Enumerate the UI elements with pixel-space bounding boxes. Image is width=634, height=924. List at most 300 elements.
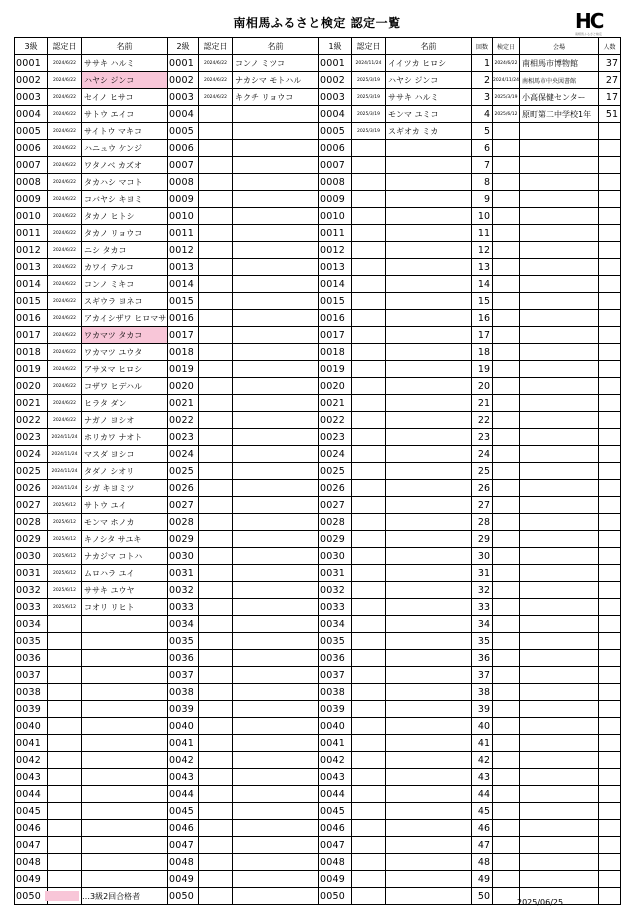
table-row bbox=[15, 310, 621, 327]
exam-date bbox=[493, 242, 520, 259]
g1-cert-date bbox=[352, 854, 386, 871]
exam-venue bbox=[520, 820, 599, 837]
g1-name bbox=[386, 531, 472, 548]
g3-cert-date bbox=[48, 769, 82, 786]
g2-cert-date bbox=[199, 531, 233, 548]
g1-cert-date bbox=[352, 820, 386, 837]
g3-number: 0004 bbox=[15, 106, 48, 123]
exam-date bbox=[493, 599, 520, 616]
exam-round: 43 bbox=[472, 769, 493, 786]
g2-cert-date bbox=[199, 633, 233, 650]
g3-cert-date: 2025/6/12 bbox=[48, 548, 82, 565]
g1-name bbox=[386, 888, 472, 905]
exam-date: 2025/3/19 bbox=[493, 89, 520, 106]
exam-count: 37 bbox=[599, 55, 621, 72]
g3-name: アサヌマ ヒロシ bbox=[82, 361, 168, 378]
g3-number: 0017 bbox=[15, 327, 48, 344]
exam-venue bbox=[520, 463, 599, 480]
exam-count bbox=[599, 684, 621, 701]
g2-number: 0009 bbox=[168, 191, 199, 208]
g1-name bbox=[386, 276, 472, 293]
exam-venue bbox=[520, 276, 599, 293]
g1-cert-date bbox=[352, 582, 386, 599]
exam-count: 17 bbox=[599, 89, 621, 106]
g3-number: 0040 bbox=[15, 718, 48, 735]
g3-number: 0014 bbox=[15, 276, 48, 293]
footer-date: 2025/06/25 bbox=[517, 898, 564, 907]
table-row bbox=[15, 701, 621, 718]
g2-name bbox=[233, 310, 319, 327]
g3-name bbox=[82, 803, 168, 820]
g1-name bbox=[386, 327, 472, 344]
table-row bbox=[15, 565, 621, 582]
g2-name bbox=[233, 548, 319, 565]
exam-venue: 小高保健センター bbox=[520, 89, 599, 106]
g1-cert-date bbox=[352, 684, 386, 701]
exam-count: 51 bbox=[599, 106, 621, 123]
g3-cert-date bbox=[48, 735, 82, 752]
table-row bbox=[15, 735, 621, 752]
g3-cert-date bbox=[48, 633, 82, 650]
g3-name: ワカマツ タカコ bbox=[82, 327, 168, 344]
g3-name: ムロハラ ユイ bbox=[82, 565, 168, 582]
g3-name: コオリ リヒト bbox=[82, 599, 168, 616]
g1-name bbox=[386, 259, 472, 276]
g2-cert-date bbox=[199, 548, 233, 565]
g3-name bbox=[82, 684, 168, 701]
exam-round: 11 bbox=[472, 225, 493, 242]
g3-cert-date: 2024/6/22 bbox=[48, 89, 82, 106]
exam-round: 30 bbox=[472, 548, 493, 565]
g3-cert-date bbox=[48, 701, 82, 718]
g1-cert-date bbox=[352, 803, 386, 820]
table-row bbox=[15, 599, 621, 616]
g3-cert-date: 2024/6/22 bbox=[48, 208, 82, 225]
exam-date bbox=[493, 854, 520, 871]
g3-name bbox=[82, 786, 168, 803]
g2-cert-date bbox=[199, 667, 233, 684]
exam-count bbox=[599, 565, 621, 582]
exam-round: 3 bbox=[472, 89, 493, 106]
g2-number: 0037 bbox=[168, 667, 199, 684]
g2-number: 0048 bbox=[168, 854, 199, 871]
g1-name bbox=[386, 480, 472, 497]
g2-name: キクチ リョウコ bbox=[233, 89, 319, 106]
exam-count bbox=[599, 276, 621, 293]
g1-name: モンマ ユミコ bbox=[386, 106, 472, 123]
exam-count bbox=[599, 837, 621, 854]
g2-name bbox=[233, 106, 319, 123]
g3-name bbox=[82, 701, 168, 718]
g3-name: タカノ リョウコ bbox=[82, 225, 168, 242]
table-row bbox=[15, 361, 621, 378]
g3-cert-date: 2024/6/22 bbox=[48, 225, 82, 242]
g3-cert-date: 2024/6/22 bbox=[48, 191, 82, 208]
table-row bbox=[15, 344, 621, 361]
exam-venue bbox=[520, 735, 599, 752]
g3-number: 0041 bbox=[15, 735, 48, 752]
exam-venue bbox=[520, 446, 599, 463]
g3-cert-date bbox=[48, 718, 82, 735]
g2-number: 0031 bbox=[168, 565, 199, 582]
g1-name bbox=[386, 157, 472, 174]
g2-name bbox=[233, 480, 319, 497]
exam-round: 40 bbox=[472, 718, 493, 735]
g3-name: ナカジマ コトハ bbox=[82, 548, 168, 565]
g2-cert-date bbox=[199, 361, 233, 378]
g3-number: 0045 bbox=[15, 803, 48, 820]
g1-cert-date bbox=[352, 871, 386, 888]
g1-number: 0027 bbox=[319, 497, 352, 514]
exam-count bbox=[599, 888, 621, 905]
g2-cert-date: 2024/6/22 bbox=[199, 89, 233, 106]
g2-cert-date bbox=[199, 378, 233, 395]
g1-number: 0050 bbox=[319, 888, 352, 905]
exam-date bbox=[493, 633, 520, 650]
g3-name: キノシタ サユキ bbox=[82, 531, 168, 548]
g1-name bbox=[386, 225, 472, 242]
exam-count bbox=[599, 157, 621, 174]
table-row bbox=[15, 89, 621, 106]
g2-number: 0029 bbox=[168, 531, 199, 548]
g2-cert-date bbox=[199, 650, 233, 667]
g3-name: タカハシ マコト bbox=[82, 174, 168, 191]
g1-number: 0009 bbox=[319, 191, 352, 208]
g3-number: 0031 bbox=[15, 565, 48, 582]
exam-count bbox=[599, 361, 621, 378]
page-title: 南相馬ふるさと検定 認定一覧 bbox=[233, 16, 401, 30]
exam-round: 18 bbox=[472, 344, 493, 361]
logo-caption: 南相馬ふるさと検定 bbox=[575, 32, 603, 36]
g3-number: 0018 bbox=[15, 344, 48, 361]
g1-number: 0044 bbox=[319, 786, 352, 803]
g3-number: 0005 bbox=[15, 123, 48, 140]
exam-date bbox=[493, 650, 520, 667]
exam-date: 2024/6/22 bbox=[493, 55, 520, 72]
exam-venue bbox=[520, 752, 599, 769]
g2-cert-date bbox=[199, 701, 233, 718]
table-row bbox=[15, 871, 621, 888]
exam-venue bbox=[520, 140, 599, 157]
g3-cert-date: 2024/6/22 bbox=[48, 72, 82, 89]
g1-name bbox=[386, 378, 472, 395]
g2-number: 0021 bbox=[168, 395, 199, 412]
g2-cert-date bbox=[199, 208, 233, 225]
g2-name bbox=[233, 378, 319, 395]
g1-name bbox=[386, 633, 472, 650]
g3-name: ヒラタ ダン bbox=[82, 395, 168, 412]
g2-cert-date bbox=[199, 123, 233, 140]
g2-name bbox=[233, 395, 319, 412]
g3-number: 0035 bbox=[15, 633, 48, 650]
g3-cert-date bbox=[48, 667, 82, 684]
g3-cert-date: 2025/6/12 bbox=[48, 599, 82, 616]
exam-count bbox=[599, 429, 621, 446]
g3-number: 0042 bbox=[15, 752, 48, 769]
g2-name bbox=[233, 769, 319, 786]
g1-name bbox=[386, 361, 472, 378]
g2-name bbox=[233, 514, 319, 531]
g3-cert-date: 2024/6/22 bbox=[48, 361, 82, 378]
g2-number: 0028 bbox=[168, 514, 199, 531]
exam-round: 7 bbox=[472, 157, 493, 174]
g2-cert-date: 2024/6/22 bbox=[199, 55, 233, 72]
exam-venue: 南相馬市中央図書館 bbox=[520, 72, 599, 89]
exam-round: 31 bbox=[472, 565, 493, 582]
table-row bbox=[15, 123, 621, 140]
g3-number: 0008 bbox=[15, 174, 48, 191]
g1-number: 0047 bbox=[319, 837, 352, 854]
g2-name bbox=[233, 412, 319, 429]
exam-count bbox=[599, 446, 621, 463]
g1-cert-date bbox=[352, 480, 386, 497]
g3-cert-date bbox=[48, 820, 82, 837]
header-row bbox=[15, 38, 621, 55]
g2-cert-date bbox=[199, 837, 233, 854]
table-row bbox=[15, 616, 621, 633]
g3-cert-date: 2024/6/22 bbox=[48, 293, 82, 310]
g2-number: 0027 bbox=[168, 497, 199, 514]
g1-cert-date bbox=[352, 429, 386, 446]
exam-count bbox=[599, 497, 621, 514]
exam-venue bbox=[520, 854, 599, 871]
exam-round: 29 bbox=[472, 531, 493, 548]
exam-venue: 南相馬市博物館 bbox=[520, 55, 599, 72]
g3-name: ホリカワ ナオト bbox=[82, 429, 168, 446]
g3-cert-date bbox=[48, 871, 82, 888]
g2-number: 0030 bbox=[168, 548, 199, 565]
g3-cert-date: 2025/6/12 bbox=[48, 514, 82, 531]
g3-number: 0029 bbox=[15, 531, 48, 548]
exam-venue bbox=[520, 497, 599, 514]
g1-cert-date bbox=[352, 157, 386, 174]
g3-cert-date: 2024/6/22 bbox=[48, 55, 82, 72]
g2-name bbox=[233, 208, 319, 225]
g2-name bbox=[233, 429, 319, 446]
g3-name: ワタノベ カズオ bbox=[82, 157, 168, 174]
g3-number: 0044 bbox=[15, 786, 48, 803]
exam-count bbox=[599, 123, 621, 140]
table-row bbox=[15, 718, 621, 735]
g2-name bbox=[233, 684, 319, 701]
g1-cert-date bbox=[352, 446, 386, 463]
exam-date bbox=[493, 327, 520, 344]
exam-round: 49 bbox=[472, 871, 493, 888]
g3-number: 0047 bbox=[15, 837, 48, 854]
g1-name bbox=[386, 497, 472, 514]
exam-round: 35 bbox=[472, 633, 493, 650]
exam-count bbox=[599, 293, 621, 310]
g2-cert-date bbox=[199, 446, 233, 463]
g1-name bbox=[386, 412, 472, 429]
g3-cert-date: 2025/6/12 bbox=[48, 497, 82, 514]
exam-date bbox=[493, 735, 520, 752]
table-row bbox=[15, 276, 621, 293]
g3-name: スギウラ ヨネコ bbox=[82, 293, 168, 310]
header-round: 回数 bbox=[472, 38, 493, 55]
g1-number: 0033 bbox=[319, 599, 352, 616]
g1-number: 0024 bbox=[319, 446, 352, 463]
exam-date bbox=[493, 429, 520, 446]
exam-count bbox=[599, 735, 621, 752]
exam-venue bbox=[520, 378, 599, 395]
g3-cert-date: 2024/11/24 bbox=[48, 429, 82, 446]
exam-round: 25 bbox=[472, 463, 493, 480]
g1-number: 0010 bbox=[319, 208, 352, 225]
g1-cert-date bbox=[352, 327, 386, 344]
g3-cert-date: 2024/6/22 bbox=[48, 412, 82, 429]
g1-number: 0021 bbox=[319, 395, 352, 412]
exam-venue bbox=[520, 514, 599, 531]
g3-name: モンマ ホノカ bbox=[82, 514, 168, 531]
g2-cert-date bbox=[199, 514, 233, 531]
table-row bbox=[15, 174, 621, 191]
g3-cert-date: 2024/6/22 bbox=[48, 344, 82, 361]
exam-venue bbox=[520, 310, 599, 327]
g2-number: 0020 bbox=[168, 378, 199, 395]
g1-number: 0007 bbox=[319, 157, 352, 174]
exam-date bbox=[493, 378, 520, 395]
exam-count bbox=[599, 514, 621, 531]
g1-number: 0025 bbox=[319, 463, 352, 480]
exam-venue bbox=[520, 684, 599, 701]
g2-name bbox=[233, 820, 319, 837]
g3-cert-date: 2024/6/22 bbox=[48, 395, 82, 412]
g3-number: 0026 bbox=[15, 480, 48, 497]
exam-round: 23 bbox=[472, 429, 493, 446]
table-row bbox=[15, 820, 621, 837]
exam-venue bbox=[520, 327, 599, 344]
exam-venue bbox=[520, 769, 599, 786]
g2-cert-date bbox=[199, 616, 233, 633]
g2-cert-date bbox=[199, 310, 233, 327]
exam-venue bbox=[520, 225, 599, 242]
g1-number: 0006 bbox=[319, 140, 352, 157]
g2-cert-date bbox=[199, 106, 233, 123]
g2-number: 0045 bbox=[168, 803, 199, 820]
g2-name bbox=[233, 888, 319, 905]
legend-swatch bbox=[45, 891, 79, 901]
g1-number: 0023 bbox=[319, 429, 352, 446]
g1-cert-date bbox=[352, 667, 386, 684]
g2-cert-date bbox=[199, 735, 233, 752]
table-row bbox=[15, 140, 621, 157]
g1-name bbox=[386, 174, 472, 191]
g3-number: 0037 bbox=[15, 667, 48, 684]
g3-name: ササキ ユウヤ bbox=[82, 582, 168, 599]
g2-number: 0011 bbox=[168, 225, 199, 242]
g3-name: ワカマツ ユウタ bbox=[82, 344, 168, 361]
g1-number: 0038 bbox=[319, 684, 352, 701]
exam-count bbox=[599, 225, 621, 242]
exam-date bbox=[493, 480, 520, 497]
exam-date bbox=[493, 531, 520, 548]
exam-round: 21 bbox=[472, 395, 493, 412]
exam-round: 12 bbox=[472, 242, 493, 259]
g1-name bbox=[386, 582, 472, 599]
g2-number: 0014 bbox=[168, 276, 199, 293]
g3-name: ナガノ ヨシオ bbox=[82, 412, 168, 429]
header-date: 認定日 bbox=[48, 38, 82, 55]
exam-date bbox=[493, 752, 520, 769]
exam-count bbox=[599, 191, 621, 208]
exam-venue bbox=[520, 616, 599, 633]
g2-number: 0042 bbox=[168, 752, 199, 769]
exam-date bbox=[493, 225, 520, 242]
legend-text: …3級2回合格者 bbox=[82, 892, 141, 901]
g2-cert-date bbox=[199, 820, 233, 837]
g1-name bbox=[386, 310, 472, 327]
g1-number: 0020 bbox=[319, 378, 352, 395]
g2-name bbox=[233, 565, 319, 582]
g2-number: 0047 bbox=[168, 837, 199, 854]
exam-count bbox=[599, 174, 621, 191]
g1-cert-date bbox=[352, 650, 386, 667]
g2-cert-date bbox=[199, 786, 233, 803]
g2-name bbox=[233, 735, 319, 752]
g3-name: サトウ ユイ bbox=[82, 497, 168, 514]
exam-round: 32 bbox=[472, 582, 493, 599]
g2-number: 0025 bbox=[168, 463, 199, 480]
exam-count bbox=[599, 480, 621, 497]
exam-date bbox=[493, 446, 520, 463]
exam-round: 50 bbox=[472, 888, 493, 905]
g1-name bbox=[386, 735, 472, 752]
g1-name bbox=[386, 599, 472, 616]
exam-round: 24 bbox=[472, 446, 493, 463]
exam-round: 17 bbox=[472, 327, 493, 344]
g3-number: 0010 bbox=[15, 208, 48, 225]
g2-number: 0026 bbox=[168, 480, 199, 497]
exam-count bbox=[599, 548, 621, 565]
g3-cert-date: 2024/6/22 bbox=[48, 106, 82, 123]
g1-number: 0019 bbox=[319, 361, 352, 378]
exam-count bbox=[599, 412, 621, 429]
exam-round: 1 bbox=[472, 55, 493, 72]
g3-cert-date bbox=[48, 803, 82, 820]
g3-cert-date: 2024/6/22 bbox=[48, 378, 82, 395]
table-row bbox=[15, 769, 621, 786]
g3-name bbox=[82, 633, 168, 650]
g2-name bbox=[233, 497, 319, 514]
header-venue: 会場 bbox=[520, 38, 599, 55]
g2-name bbox=[233, 633, 319, 650]
exam-venue bbox=[520, 803, 599, 820]
g1-name bbox=[386, 514, 472, 531]
g3-number: 0050 bbox=[15, 888, 48, 905]
exam-date bbox=[493, 412, 520, 429]
g1-name bbox=[386, 718, 472, 735]
header-people: 人数 bbox=[599, 38, 621, 55]
g1-number: 0041 bbox=[319, 735, 352, 752]
g1-name bbox=[386, 871, 472, 888]
g2-name bbox=[233, 327, 319, 344]
g1-number: 0008 bbox=[319, 174, 352, 191]
exam-venue bbox=[520, 157, 599, 174]
table-row bbox=[15, 208, 621, 225]
g1-cert-date bbox=[352, 531, 386, 548]
g1-cert-date bbox=[352, 888, 386, 905]
g3-number: 0020 bbox=[15, 378, 48, 395]
table-row bbox=[15, 55, 621, 72]
exam-round: 45 bbox=[472, 803, 493, 820]
g2-number: 0017 bbox=[168, 327, 199, 344]
g2-cert-date bbox=[199, 463, 233, 480]
g2-number: 0038 bbox=[168, 684, 199, 701]
table-row bbox=[15, 157, 621, 174]
g2-name: ナカシマ モトハル bbox=[233, 72, 319, 89]
exam-round: 47 bbox=[472, 837, 493, 854]
